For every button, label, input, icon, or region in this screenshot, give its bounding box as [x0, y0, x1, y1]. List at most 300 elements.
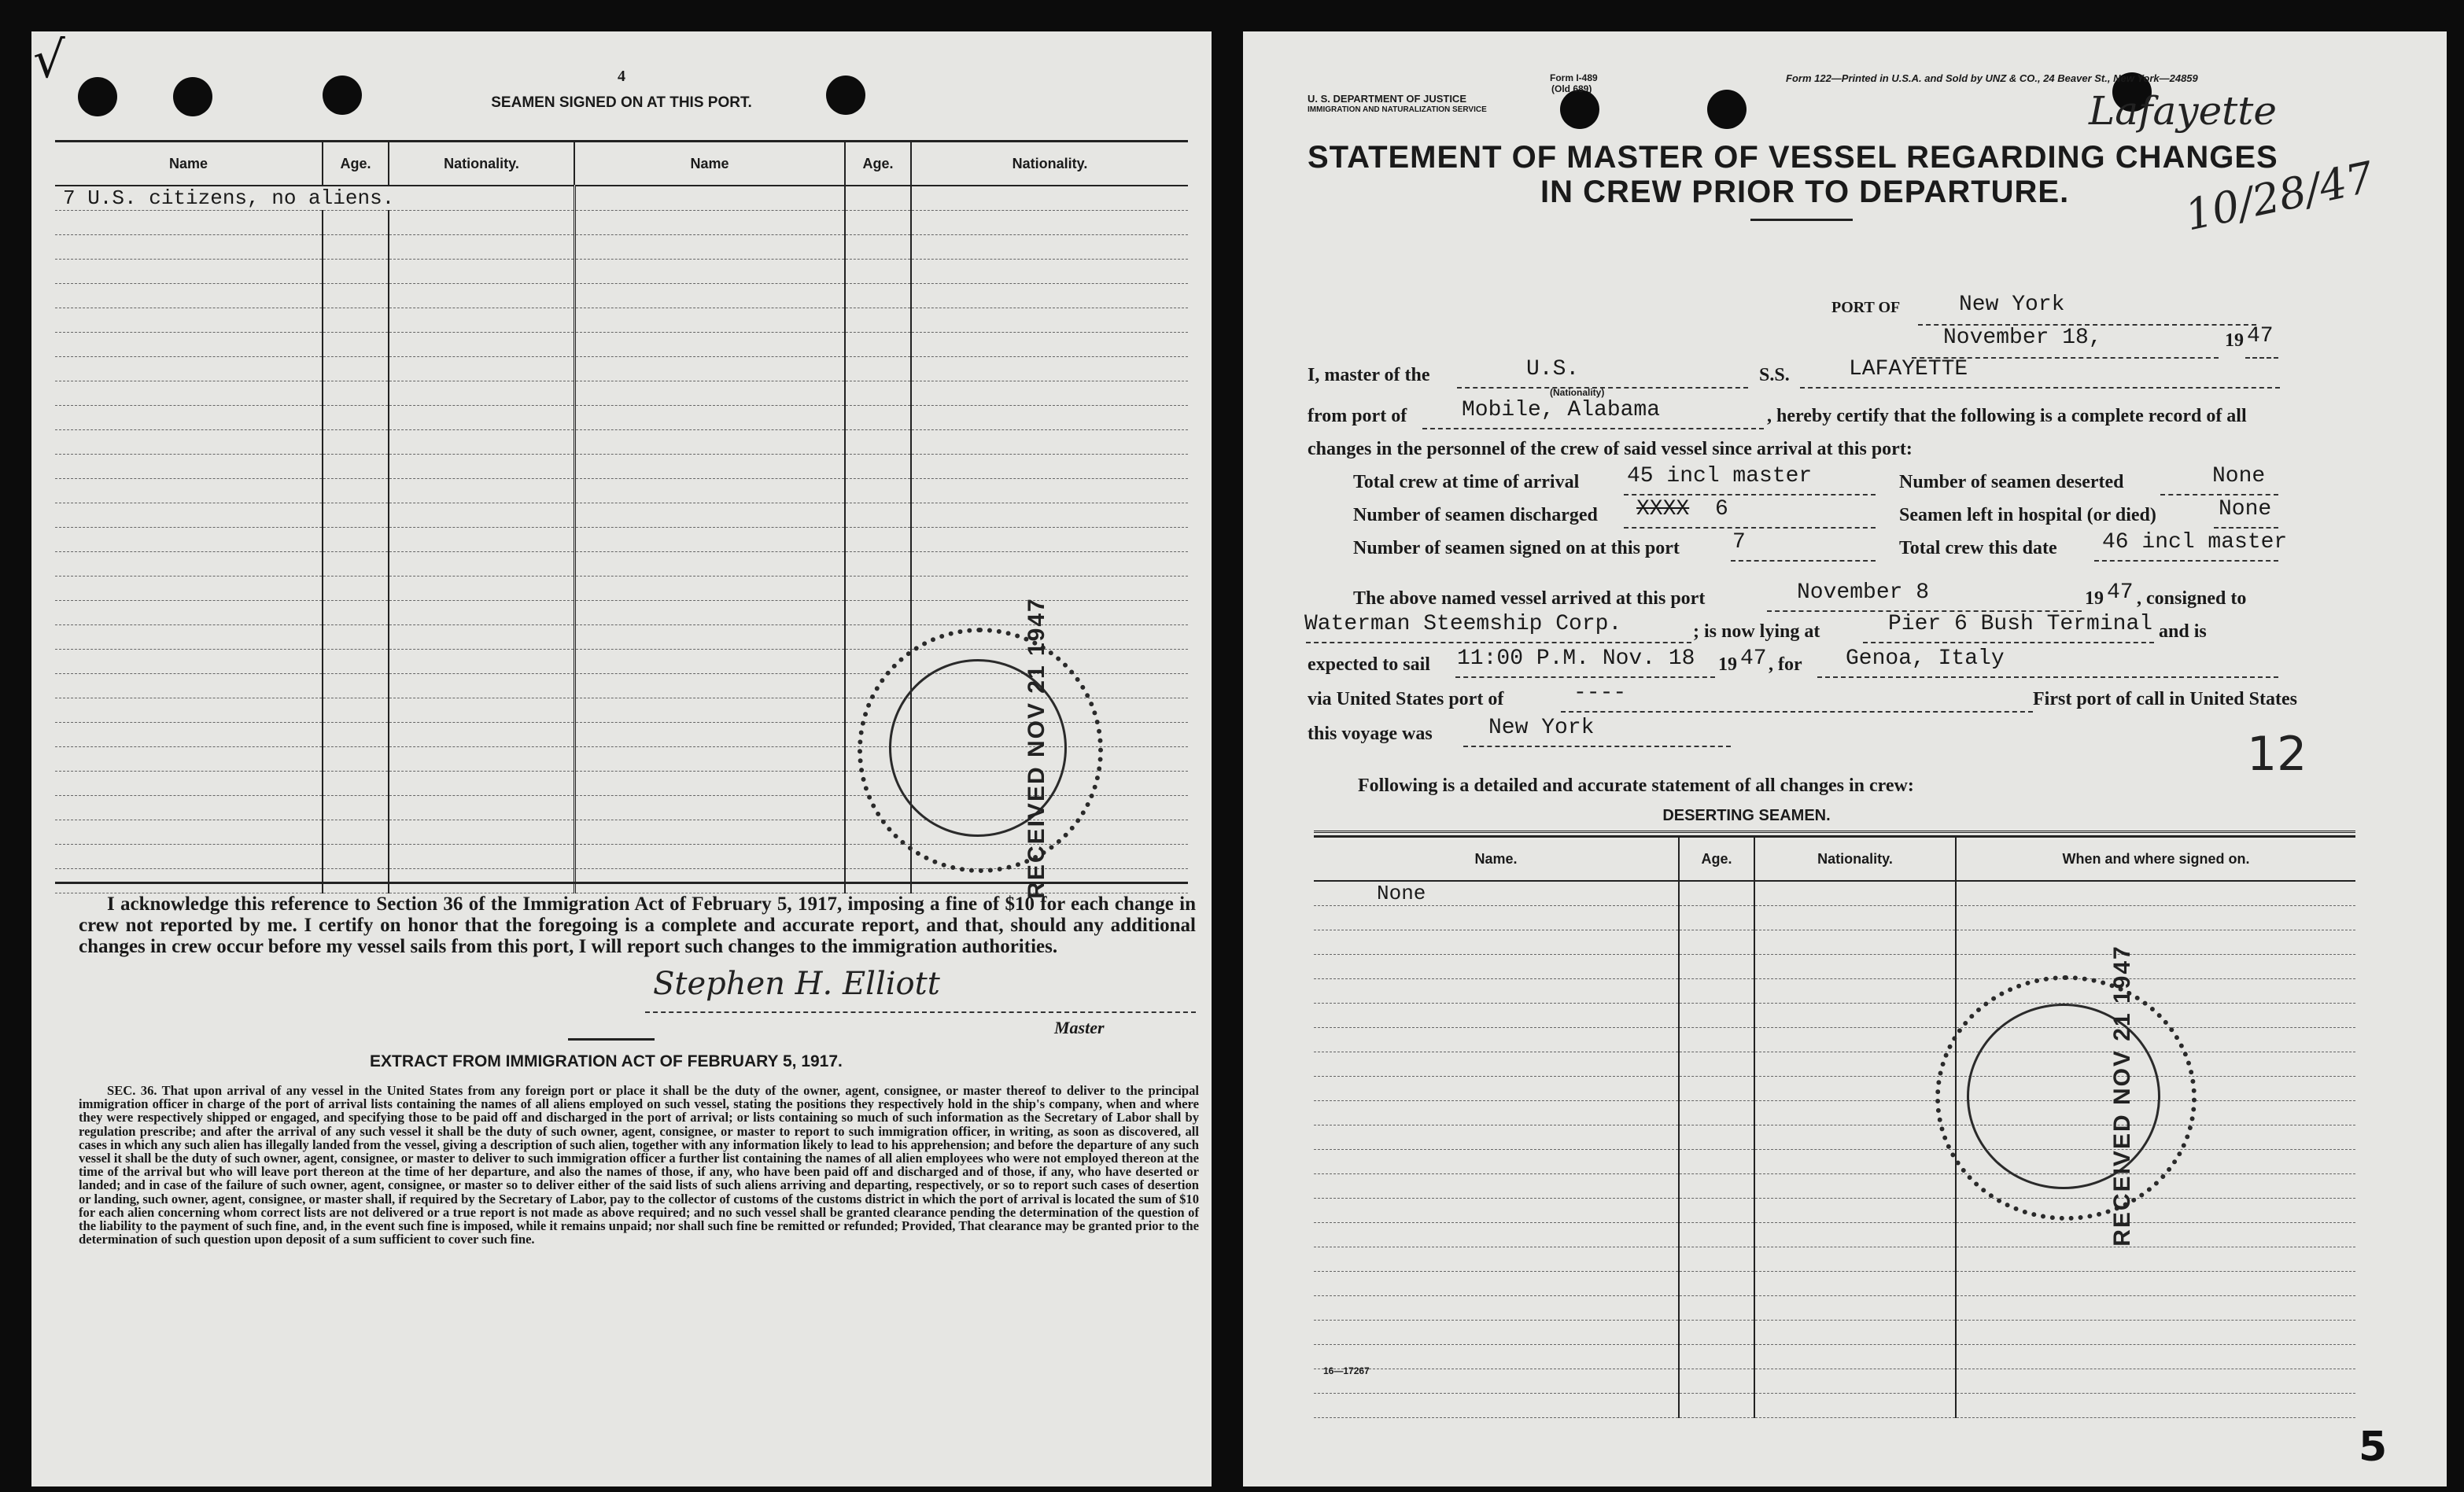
table-cell: [389, 260, 574, 284]
table-cell: [1679, 1394, 1754, 1418]
table-cell: [1956, 955, 2355, 979]
page-number: 4: [618, 68, 625, 85]
table-cell: [389, 503, 574, 528]
table-cell: [389, 235, 574, 260]
table-cell: [1679, 930, 1754, 955]
table-cell: [55, 455, 323, 479]
table-cell: [1956, 881, 2355, 906]
table-cell: [323, 845, 389, 869]
section-36-text: SEC. 36. That upon arrival of any vessel in the United States from any foreign port or place it shall be the duty of the owner, agent, consignee, or master thereof to deliver to the principal immigration officer in charge of the port of arrival lists containing the names of all aliens employed on such vessel, stating the positions they respectively hold in the ship's company, when and where they were respectively shipped or engaged, and specifying those to be paid off and discharged in the port of arrival; or lists containing so much of such information as the Secretary of Labor shall by regulation prescribe; and after the arrival of any such vessel it shall be the duty of such owner, agent, consignee, or master to report to such immigration officer, in writing, as soon as discovered, all cases in which any such alien has illegally landed from the vessel, giving a description of such alien, together with any information likely to lead to his apprehension; and before the departure of any such vessel it shall be the duty of such owner, agent, consignee, or master to deliver to such immigration officer a further list containing the names of all alien employees who were not employed thereon at the time of the arrival but who will leave port thereon at the time of her departure, and also the names of those, if any, who have been paid off and discharged and of those, if any, who have deserted or landed; and in case of the failure of such owner, agent, consignee, or master so to deliver either of the said lists of such aliens arriving and departing, respectively, or so to report such cases of desertion or landing, such owner, agent, consignee, or master shall, if required by the Secretary of Labor, pay to the collector of customs of the customs district in which the port of arrival is located the sum of $10 for each alien concerning whom correct lists are not delivered or a true report is not made as above required; and no such vessel shall be granted clearance pending the determination of the question of the liability to the payment of such fine, and, in the event such fine is imposed, while it remains unpaid; nor shall such fine be remitted or refunded; Provided, That clearance may be granted prior to the determination of such question upon deposit of a sum sufficient to cover such fine.: [79, 1083, 1199, 1247]
table-cell: [845, 625, 911, 650]
deserting-entry: None: [1314, 881, 1679, 906]
table-cell: [323, 308, 389, 333]
table-cell: [845, 479, 911, 503]
right-page: [1243, 31, 2447, 1486]
table-cell: [1679, 1247, 1754, 1272]
table-cell: [323, 357, 389, 381]
table-cell: [1754, 1028, 1956, 1052]
column-header: Nationality.: [911, 142, 1188, 186]
table-row: [1314, 1223, 2355, 1247]
form-old-number: (Old 689): [1551, 83, 1592, 94]
table-cell: [1754, 955, 1956, 979]
discharged-struck: XXXX: [1636, 497, 1690, 521]
table-cell: [845, 869, 911, 893]
title-underline: [1750, 219, 1853, 221]
table-cell: [55, 747, 323, 772]
table-cell: [845, 528, 911, 552]
footer-code: 16—17267: [1323, 1365, 1370, 1376]
voyage-label: this voyage was: [1308, 724, 1433, 744]
table-cell: [574, 650, 845, 674]
page-title: SEAMEN SIGNED ON AT THIS PORT.: [491, 94, 752, 111]
arrived-value: November 8: [1797, 580, 1930, 605]
stamp-text: RECEIVED NOV 21 1947: [1023, 597, 1049, 899]
table-cell: [389, 577, 574, 601]
table-cell: [323, 260, 389, 284]
table-row: [1314, 1101, 2355, 1125]
form-title-line-2: IN CREW PRIOR TO DEPARTURE.: [1540, 175, 2070, 209]
table-cell: [1314, 1174, 1679, 1199]
table-cell: [574, 796, 845, 820]
table-cell: [911, 211, 1188, 235]
table-row: [1314, 955, 2355, 979]
table-cell: [389, 333, 574, 357]
table-cell: [574, 845, 845, 869]
table-cell: [1754, 1369, 1956, 1394]
punch-hole: [1560, 90, 1599, 129]
table-cell: [1314, 955, 1679, 979]
table-row: [55, 333, 1188, 357]
table-row: [55, 211, 1188, 235]
table-cell: [1679, 1199, 1754, 1223]
table-cell: [1679, 906, 1754, 930]
table-cell: [55, 235, 323, 260]
table-cell: [1754, 1272, 1956, 1296]
table-cell: [323, 406, 389, 430]
table-cell: [1679, 1321, 1754, 1345]
service-name: IMMIGRATION AND NATURALIZATION SERVICE: [1308, 105, 1487, 114]
column-header: Name: [55, 142, 323, 186]
table-cell: [845, 503, 911, 528]
table-cell: [389, 528, 574, 552]
table-cell: [389, 381, 574, 406]
table-cell: [1314, 1028, 1679, 1052]
table-cell: [574, 625, 845, 650]
table-cell: [389, 772, 574, 796]
table-cell: [55, 479, 323, 503]
table-cell: [574, 211, 845, 235]
table-cell: [1956, 1321, 2355, 1345]
and-is-label: and is: [2159, 621, 2207, 642]
table-cell: [1754, 1223, 1956, 1247]
table-cell: [323, 479, 389, 503]
table-cell: [1679, 1223, 1754, 1247]
expected-label: expected to sail: [1308, 654, 1430, 675]
table-cell: [323, 284, 389, 308]
table-cell: [389, 698, 574, 723]
table-cell: [1956, 1369, 2355, 1394]
table-cell: [845, 845, 911, 869]
table-cell: [1679, 1077, 1754, 1101]
check-mark: √: [33, 31, 65, 90]
table-cell: [911, 186, 1188, 211]
column-header: Age.: [1679, 837, 1754, 882]
table-cell: [323, 211, 389, 235]
corner-mark: 5: [2359, 1424, 2388, 1471]
table-cell: [323, 674, 389, 698]
total-crew-arrival-value: 45 incl master: [1627, 464, 1813, 488]
column-header: Nationality.: [389, 142, 574, 186]
table-cell: [845, 357, 911, 381]
form-title-line-1: STATEMENT OF MASTER OF VESSEL REGARDING CHANGES: [1308, 140, 2278, 175]
table-row: [1314, 1174, 2355, 1199]
expected-year-prefix: 19: [1718, 654, 1737, 675]
table-cell: [1314, 1272, 1679, 1296]
table-cell: [55, 430, 323, 455]
table-row: [1314, 1199, 2355, 1223]
table-row: [1314, 1028, 2355, 1052]
table-cell: [574, 552, 845, 577]
table-cell: [845, 430, 911, 455]
table-cell: [1679, 1028, 1754, 1052]
via-value: ----: [1573, 681, 1627, 705]
table-cell: [323, 552, 389, 577]
table-cell: [845, 308, 911, 333]
table-row: [1314, 906, 2355, 930]
table-cell: [574, 406, 845, 430]
table-cell: [323, 820, 389, 845]
table-cell: [1314, 1077, 1679, 1101]
table-row: [1314, 1394, 2355, 1418]
table-cell: [574, 479, 845, 503]
table-cell: [845, 455, 911, 479]
table-cell: [1679, 1174, 1754, 1199]
table-cell: [574, 235, 845, 260]
table-cell: [55, 260, 323, 284]
table-cell: [55, 308, 323, 333]
lying-label: ; is now lying at: [1693, 621, 1820, 642]
table-cell: [1314, 1394, 1679, 1418]
table-cell: [55, 577, 323, 601]
table-cell: [55, 552, 323, 577]
column-header: Name: [574, 142, 845, 186]
total-crew-date-label: Total crew this date: [1899, 538, 2057, 558]
table-cell: [574, 820, 845, 845]
table-cell: [845, 260, 911, 284]
discharged-label: Number of seamen discharged: [1353, 505, 1598, 525]
table-cell: [1314, 1004, 1679, 1028]
lying-value: Pier 6 Bush Terminal: [1888, 612, 2153, 636]
table-cell: [911, 528, 1188, 552]
table-cell: [389, 601, 574, 625]
table-cell: [911, 430, 1188, 455]
table-cell: [55, 357, 323, 381]
table-cell: [55, 845, 323, 869]
table-row: [55, 503, 1188, 528]
acknowledgement-text: I acknowledge this reference to Section 36 of the Immigration Act of February 5, 1917, imposing a fine of $10 for each change in crew not reported by me. I certify on honor that the foregoing is a complete and accurate report, and that, should any additional changes in crew occur before my vessel sails from this port, I will report such changes to the immigration authorities.: [79, 893, 1196, 957]
table-cell: [55, 503, 323, 528]
table-cell: [845, 284, 911, 308]
deserted-value: None: [2212, 464, 2266, 488]
form-number: Form I-489: [1550, 72, 1598, 83]
table-row: [1314, 1296, 2355, 1321]
handwritten-vessel-name: Lafayette: [2089, 88, 2277, 134]
table-header-row: [55, 142, 1188, 186]
signed-on-label: Number of seamen signed on at this port: [1353, 538, 1680, 558]
table-cell: [55, 284, 323, 308]
table-cell: [55, 674, 323, 698]
punch-hole: [1707, 90, 1747, 129]
table-row: [1314, 1150, 2355, 1174]
table-cell: [845, 186, 911, 211]
table-cell: [1956, 1223, 2355, 1247]
table-cell: [1754, 1004, 1956, 1028]
table-cell: [1754, 1077, 1956, 1101]
master-signature: Stephen H. Elliott: [653, 966, 940, 1002]
expected-year: 47: [1740, 647, 1767, 671]
table-row: [1314, 1125, 2355, 1150]
table-cell: [389, 869, 574, 893]
table-cell: [1314, 979, 1679, 1004]
divider: [568, 1038, 655, 1041]
table-cell: [1314, 1150, 1679, 1174]
certify-text: , hereby certify that the following is a complete record of all: [1767, 406, 2247, 426]
table-row: [55, 284, 1188, 308]
table-cell: [1754, 1199, 1956, 1223]
table-row: [1314, 881, 2355, 906]
table-cell: [574, 260, 845, 284]
table-cell: [845, 601, 911, 625]
table-cell: [1754, 1394, 1956, 1418]
ss-label: S.S.: [1759, 365, 1790, 385]
table-cell: [1956, 1345, 2355, 1369]
table-cell: [389, 357, 574, 381]
table-cell: [389, 820, 574, 845]
date-value: November 18,: [1943, 326, 2102, 350]
table-cell: [911, 357, 1188, 381]
table-cell: [911, 381, 1188, 406]
table-row: [55, 235, 1188, 260]
table-cell: [1314, 1052, 1679, 1077]
table-cell: [574, 772, 845, 796]
table-row: [1314, 1004, 2355, 1028]
table-row: [1314, 1369, 2355, 1394]
deserting-seamen-table: [1314, 835, 2355, 1418]
received-stamp: [858, 597, 1103, 899]
table-row: [1314, 1345, 2355, 1369]
table-cell: [911, 503, 1188, 528]
table-cell: [1956, 930, 2355, 955]
table-cell: [574, 723, 845, 747]
consigned-label: , consigned to: [2137, 588, 2247, 609]
table-row: [55, 869, 1188, 893]
table-cell: [323, 723, 389, 747]
year-value: 47: [2247, 324, 2274, 348]
port-value: New York: [1959, 293, 2065, 317]
table-row: [55, 577, 1188, 601]
table-cell: [574, 698, 845, 723]
table-row: [55, 528, 1188, 552]
table-row: [55, 455, 1188, 479]
deserted-label: Number of seamen deserted: [1899, 472, 2124, 492]
table-cell: [1314, 930, 1679, 955]
table-cell: [574, 333, 845, 357]
table-cell: [55, 333, 323, 357]
table-cell: [1679, 881, 1754, 906]
table-cell: [389, 455, 574, 479]
table-cell: [323, 747, 389, 772]
department: U. S. DEPARTMENT OF JUSTICE: [1308, 93, 1466, 105]
table-cell: [389, 479, 574, 503]
master-label: I, master of the: [1308, 365, 1430, 385]
table-cell: [1679, 1004, 1754, 1028]
table-cell: [389, 552, 574, 577]
vessel-name: LAFAYETTE: [1849, 357, 1968, 381]
table-cell: [911, 479, 1188, 503]
table-cell: [323, 772, 389, 796]
table-cell: [911, 406, 1188, 430]
for-label: , for: [1769, 654, 1802, 675]
table-row: [1314, 1321, 2355, 1345]
table-cell: [55, 406, 323, 430]
table-row: [55, 186, 1188, 211]
table-cell: [1679, 955, 1754, 979]
table-cell: [323, 333, 389, 357]
table-row: [55, 406, 1188, 430]
column-header: When and where signed on.: [1956, 837, 2355, 882]
table-cell: [845, 235, 911, 260]
from-port-label: from port of: [1308, 406, 1407, 426]
table-cell: [55, 625, 323, 650]
table-cell: [1754, 1247, 1956, 1272]
section-rule: [1314, 831, 2355, 833]
year-prefix: 19: [2225, 330, 2244, 351]
table-cell: [911, 235, 1188, 260]
table-cell: [389, 308, 574, 333]
handwritten-date: 10/28/47: [2181, 152, 2378, 241]
table-cell: [55, 528, 323, 552]
table-cell: [1679, 1345, 1754, 1369]
table-cell: [574, 674, 845, 698]
table-cell: [55, 601, 323, 625]
table-cell: [1754, 1101, 1956, 1125]
table-row: [1314, 1247, 2355, 1272]
table-cell: [55, 650, 323, 674]
table-cell: [323, 430, 389, 455]
table-cell: [1754, 1125, 1956, 1150]
table-cell: [911, 455, 1188, 479]
table-row: [55, 381, 1188, 406]
table-row: [55, 357, 1188, 381]
column-header: Age.: [845, 142, 911, 186]
table-cell: [389, 650, 574, 674]
table-cell: [1956, 906, 2355, 930]
table-cell: [845, 406, 911, 430]
table-cell: [574, 430, 845, 455]
table-cell: [845, 211, 911, 235]
table-row: [55, 430, 1188, 455]
table-cell: [574, 186, 845, 211]
table-cell: [1754, 1052, 1956, 1077]
consignee-value: Waterman Steemship Corp.: [1304, 612, 1622, 636]
table-cell: [1679, 1101, 1754, 1125]
table-cell: [389, 723, 574, 747]
table-cell: [845, 552, 911, 577]
table-cell: [323, 235, 389, 260]
table-cell: [845, 381, 911, 406]
table-cell: [323, 381, 389, 406]
table-cell: [389, 674, 574, 698]
table-cell: [911, 308, 1188, 333]
hospital-value: None: [2219, 497, 2272, 521]
table-cell: [55, 723, 323, 747]
table-row: [55, 479, 1188, 503]
table-cell: [389, 211, 574, 235]
column-header: Nationality.: [1754, 837, 1956, 882]
table-cell: [574, 308, 845, 333]
deserting-section-title: DESERTING SEAMEN.: [1662, 807, 1831, 824]
table-cell: [55, 698, 323, 723]
left-page: [31, 31, 1212, 1486]
table-cell: [323, 796, 389, 820]
table-cell: [574, 747, 845, 772]
table-cell: [55, 869, 323, 893]
column-header: Age.: [323, 142, 389, 186]
table-cell: [55, 820, 323, 845]
table-row: [55, 552, 1188, 577]
signed-on-value: 7: [1732, 530, 1746, 554]
table-cell: [1956, 1272, 2355, 1296]
total-crew-date-value: 46 incl master: [2102, 530, 2288, 554]
extract-title: EXTRACT FROM IMMIGRATION ACT OF FEBRUARY 5, 1917.: [370, 1052, 843, 1070]
total-crew-arrival-label: Total crew at time of arrival: [1353, 472, 1580, 492]
nationality-value: U.S.: [1526, 357, 1580, 381]
table-cell: [1679, 1369, 1754, 1394]
arrived-year-prefix: 19: [2085, 588, 2104, 609]
arrived-year: 47: [2107, 580, 2134, 605]
table-cell: [574, 577, 845, 601]
table-cell: [55, 796, 323, 820]
table-cell: [1679, 1052, 1754, 1077]
table-cell: [1314, 1296, 1679, 1321]
crew-entry: 7 U.S. citizens, no aliens.: [55, 186, 574, 211]
table-cell: [1314, 1101, 1679, 1125]
table-row: [1314, 1077, 2355, 1101]
table-cell: [1314, 1223, 1679, 1247]
table-cell: [1754, 930, 1956, 955]
punch-hole: [78, 77, 117, 116]
following-text: Following is a detailed and accurate statement of all changes in crew:: [1358, 775, 1914, 796]
arrived-label: The above named vessel arrived at this port: [1353, 588, 1706, 609]
table-cell: [323, 650, 389, 674]
table-cell: [323, 698, 389, 723]
expected-value: 11:00 P.M. Nov. 18: [1457, 647, 1695, 671]
table-cell: [574, 503, 845, 528]
table-cell: [574, 601, 845, 625]
table-cell: [845, 577, 911, 601]
table-cell: [323, 869, 389, 893]
table-cell: [1314, 1321, 1679, 1345]
table-cell: [1754, 979, 1956, 1004]
table-cell: [1679, 979, 1754, 1004]
table-cell: [323, 528, 389, 552]
table-cell: [323, 503, 389, 528]
column-header: Name.: [1314, 837, 1679, 882]
table-cell: [323, 601, 389, 625]
table-cell: [1754, 1345, 1956, 1369]
table-cell: [1754, 1174, 1956, 1199]
table-cell: [389, 796, 574, 820]
